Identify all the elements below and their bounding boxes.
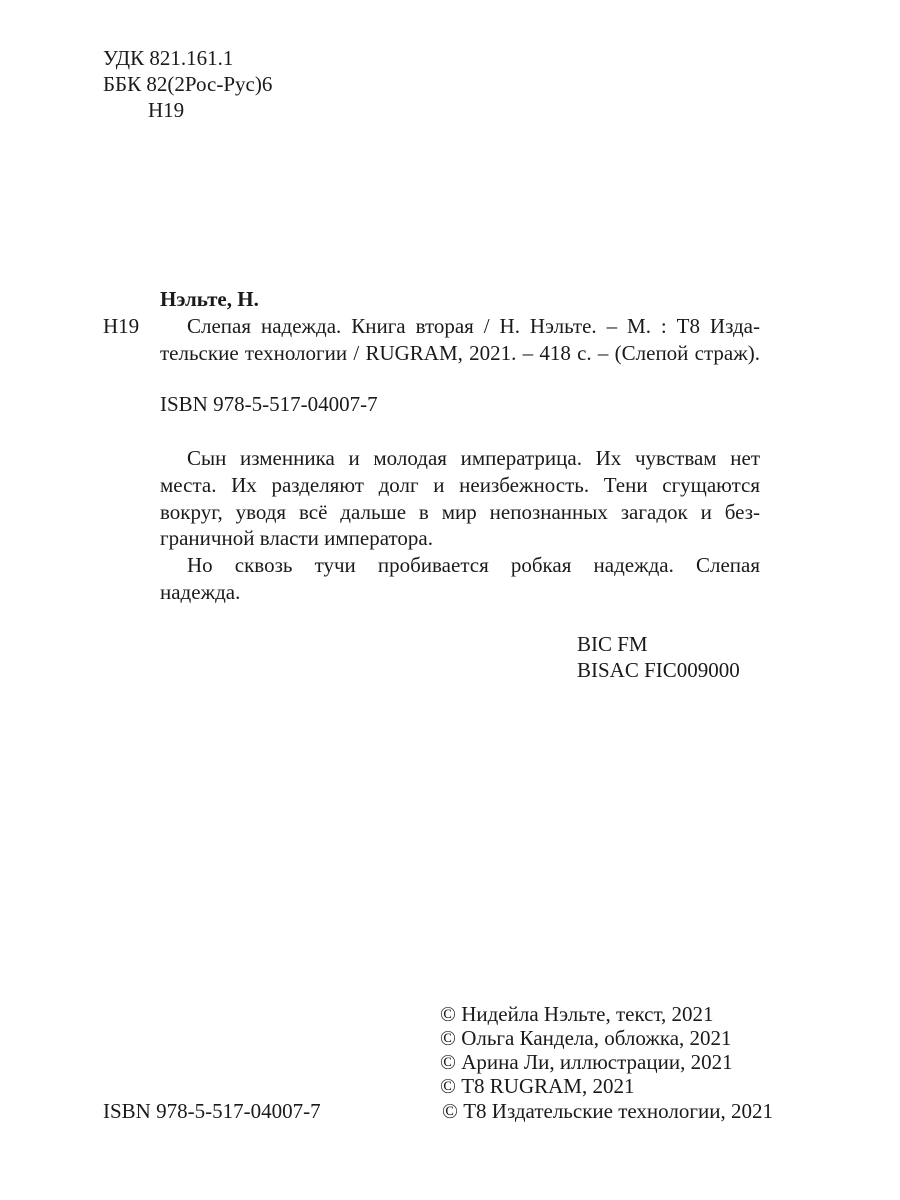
copyright-line: © Т8 Издательские технологии, 2021 <box>442 1099 773 1123</box>
bic-code: BIC FM <box>577 632 648 656</box>
annotation-line: вокруг, уводя всё дальше в мир непознанных загадок и без- <box>160 500 760 524</box>
copyright-line: © Арина Ли, иллюстрации, 2021 <box>440 1050 733 1074</box>
footer-isbn: ISBN 978-5-517-04007-7 <box>103 1099 321 1123</box>
bbk-code: ББК 82(2Рос-Рус)6 <box>103 72 273 96</box>
copyright-line: © Ольга Кандела, обложка, 2021 <box>440 1026 732 1050</box>
author-mark: Н19 <box>148 98 185 122</box>
bisac-code: BISAC FIC009000 <box>577 658 740 682</box>
annotation-line: Сын изменника и молодая императрица. Их чувствам нет <box>187 446 760 470</box>
bib-line: Слепая надежда. Книга вторая / Н. Нэльте. – М. : Т8 Изда- <box>187 314 760 338</box>
bib-isbn: ISBN 978-5-517-04007-7 <box>160 392 378 416</box>
bib-author-mark: Н19 <box>103 314 140 338</box>
bib-line: тельские технологии / RUGRAM, 2021. – 418 с. – (Слепой страж). <box>160 341 760 365</box>
copyright-line: © Нидейла Нэльте, текст, 2021 <box>440 1002 714 1026</box>
annotation-line: Но сквозь тучи пробивается робкая надежда. Слепая <box>187 553 760 577</box>
annotation-line: места. Их разделяют долг и неизбежность. Тени сгущаются <box>160 473 760 497</box>
annotation-line: граничной власти императора. <box>160 526 433 550</box>
author-heading-text: Нэльте, Н. <box>160 287 259 311</box>
udk-code: УДК 821.161.1 <box>103 46 234 70</box>
author-heading <box>160 286 259 312</box>
copyright-line: © Т8 RUGRAM, 2021 <box>440 1074 635 1098</box>
annotation-line: надежда. <box>160 580 241 604</box>
